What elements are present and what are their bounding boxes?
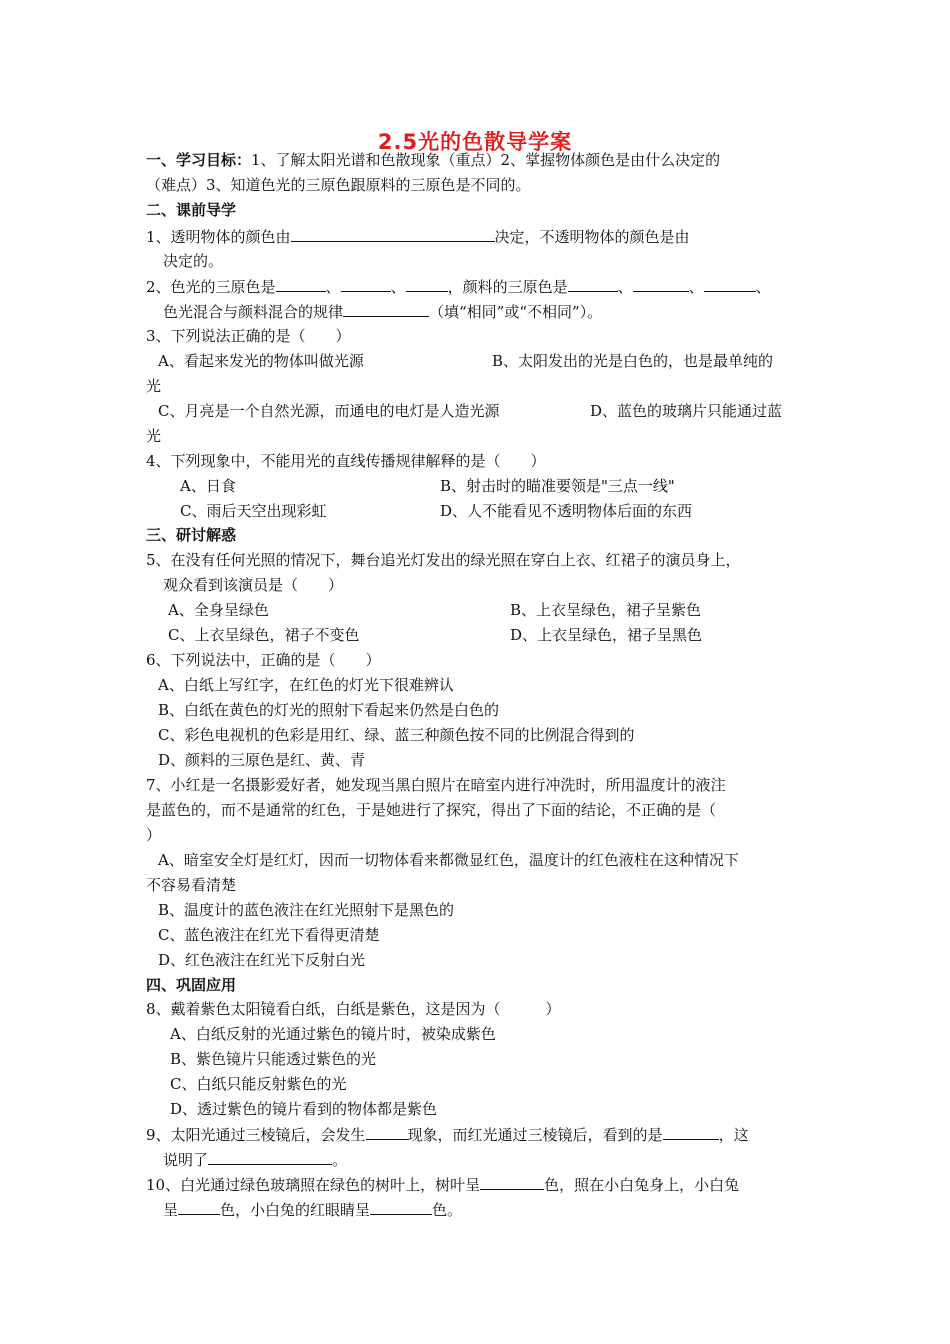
question-5-option-b: B、上衣呈绿色，裙子呈紫色 bbox=[510, 601, 702, 619]
question-2-text-d: （填“相同”或“不相同”）。 bbox=[429, 303, 603, 321]
question-10-text-b: 色，照在小白兔身上，小白兔 bbox=[544, 1176, 740, 1194]
question-1-text-a: 1、透明物体的颜色由 bbox=[146, 228, 291, 246]
question-8-option-a: A、白纸反射的光通过紫色的镜片时，被染成紫色 bbox=[170, 1025, 496, 1043]
separator: 、 bbox=[617, 278, 633, 296]
question-9-text-b: 现象，而红光通过三棱镜后，看到的是 bbox=[407, 1126, 663, 1144]
question-7-option-b: B、温度计的蓝色液注在红光照射下是黑色的 bbox=[158, 901, 455, 919]
question-4-option-d: D、人不能看见不透明物体后面的东西 bbox=[440, 502, 693, 520]
question-3-option-d-cont: 光 bbox=[146, 427, 162, 445]
question-9-line-2 bbox=[163, 1149, 347, 1170]
question-3-stem: 3、下列说法正确的是（ ） bbox=[146, 327, 351, 345]
question-9-text-a: 9、太阳光通过三棱镜后，会发生 bbox=[146, 1126, 366, 1144]
question-6-option-d: D、颜料的三原色是红、黄、青 bbox=[158, 751, 366, 769]
answer-blank[interactable] bbox=[406, 276, 448, 292]
question-7-stem-2: 是蓝色的，而不是通常的红色，于是她进行了探究，得出了下面的结论，不正确的是（ bbox=[146, 801, 717, 819]
question-8-option-d: D、透过紫色的镜片看到的物体都是紫色 bbox=[170, 1100, 438, 1118]
question-6-option-b: B、白纸在黄色的灯光的照射下看起来仍然是白色的 bbox=[158, 701, 500, 719]
question-5-option-c: C、上衣呈绿色，裙子不变色 bbox=[168, 626, 360, 644]
question-10-text-c: 呈 bbox=[163, 1201, 179, 1219]
question-6-stem: 6、下列说法中，正确的是（ ） bbox=[146, 651, 381, 669]
separator: 、 bbox=[688, 278, 704, 296]
question-6-option-c: C、彩色电视机的色彩是用红、绿、蓝三种颜色按不同的比例混合得到的 bbox=[158, 726, 635, 744]
answer-blank[interactable] bbox=[370, 1199, 432, 1215]
question-7-option-a-cont: 不容易看清楚 bbox=[146, 876, 237, 894]
separator: 、 bbox=[325, 278, 341, 296]
question-4-option-a: A、日食 bbox=[180, 477, 236, 495]
question-7-option-d: D、红色液注在红光下反射白光 bbox=[158, 951, 366, 969]
question-1-line-1 bbox=[146, 226, 690, 247]
question-9-text-e: 。 bbox=[332, 1151, 348, 1169]
question-4-option-c: C、雨后天空出现彩虹 bbox=[180, 502, 327, 520]
question-10-text-e: 色。 bbox=[432, 1201, 463, 1219]
question-3-option-b-cont: 光 bbox=[146, 377, 162, 395]
answer-blank[interactable] bbox=[366, 1124, 408, 1140]
question-9-text-c: ，这 bbox=[718, 1126, 749, 1144]
question-3-option-d: D、蓝色的玻璃片只能通过蓝 bbox=[590, 402, 783, 420]
question-4-stem: 4、下列现象中，不能用光的直线传播规律解释的是（ ） bbox=[146, 452, 546, 470]
separator: 、 bbox=[755, 278, 771, 296]
question-10-text-d: 色，小白兔的红眼睛呈 bbox=[220, 1201, 371, 1219]
question-8-option-c: C、白纸只能反射紫色的光 bbox=[170, 1075, 347, 1093]
question-1-line-2: 决定的。 bbox=[163, 252, 224, 270]
question-2-line-1 bbox=[146, 276, 771, 297]
objectives-line-2: （难点）3、知道色光的三原色跟原料的三原色是不同的。 bbox=[146, 176, 531, 194]
question-7-stem-3: ） bbox=[146, 826, 162, 844]
answer-blank[interactable] bbox=[663, 1124, 719, 1140]
answer-blank[interactable] bbox=[291, 226, 495, 242]
section-heading-preview: 二、课前导学 bbox=[146, 201, 237, 219]
question-5-option-d: D、上衣呈绿色，裙子呈黑色 bbox=[510, 626, 703, 644]
question-7-stem-1: 7、小红是一名摄影爱好者，她发现当黑白照片在暗室内进行冲洗时，所用温度计的液注 bbox=[146, 776, 726, 794]
question-9-line-1 bbox=[146, 1124, 749, 1145]
question-7-option-a: A、暗室安全灯是红灯，因而一切物体看来都微显红色，温度计的红色液柱在这种情况下 bbox=[158, 851, 739, 869]
question-3-option-a: A、看起来发光的物体叫做光源 bbox=[158, 352, 364, 370]
objectives-line-1 bbox=[146, 150, 720, 170]
answer-blank[interactable] bbox=[208, 1149, 332, 1165]
page-title: 2.5光的色散导学案 bbox=[377, 130, 573, 154]
question-3-option-b: B、太阳发出的光是白色的，也是最单纯的 bbox=[492, 352, 774, 370]
separator: 、 bbox=[390, 278, 406, 296]
section-heading-discussion: 三、研讨解惑 bbox=[146, 526, 237, 544]
question-9-text-d: 说明了 bbox=[163, 1151, 209, 1169]
question-8-option-b: B、紫色镜片只能透过紫色的光 bbox=[170, 1050, 377, 1068]
answer-blank[interactable] bbox=[341, 276, 391, 292]
question-2-text-b: ，颜料的三原色是 bbox=[447, 278, 568, 296]
question-1-text-b: 决定，不透明物体的颜色是由 bbox=[494, 228, 690, 246]
question-8-stem: 8、戴着紫色太阳镜看白纸，白纸是紫色，这是因为（ ） bbox=[146, 1000, 561, 1018]
answer-blank[interactable] bbox=[704, 276, 756, 292]
question-5-stem-2: 观众看到该演员是（ ） bbox=[163, 576, 344, 594]
answer-blank[interactable] bbox=[633, 276, 689, 292]
question-10-line-1 bbox=[146, 1174, 739, 1195]
question-5-option-a: A、全身呈绿色 bbox=[168, 601, 269, 619]
question-5-stem-1: 5、在没有任何光照的情况下，舞台追光灯发出的绿光照在穿白上衣、红裙子的演员身上， bbox=[146, 551, 741, 569]
question-4-option-b: B、射击时的瞄准要领是"三点一线" bbox=[440, 477, 675, 495]
question-6-option-a: A、白纸上写红字，在红色的灯光下很难辨认 bbox=[158, 676, 454, 694]
question-3-option-c: C、月亮是一个自然光源，而通电的电灯是人造光源 bbox=[158, 402, 500, 420]
question-2-line-2 bbox=[163, 301, 602, 322]
question-10-line-2 bbox=[163, 1199, 462, 1220]
answer-blank[interactable] bbox=[276, 276, 326, 292]
question-7-option-c: C、蓝色液注在红光下看得更清楚 bbox=[158, 926, 380, 944]
section-heading-application: 四、巩固应用 bbox=[146, 976, 237, 994]
answer-blank[interactable] bbox=[568, 276, 618, 292]
objectives-text-1: 1、了解太阳光谱和色散现象（重点）2、掌握物体颜色是由什么决定的 bbox=[251, 151, 721, 169]
question-2-text-a: 2、色光的三原色是 bbox=[146, 278, 276, 296]
answer-blank[interactable] bbox=[343, 301, 429, 317]
section-heading-objectives: 一、学习目标： bbox=[146, 151, 252, 169]
answer-blank[interactable] bbox=[480, 1174, 544, 1190]
answer-blank[interactable] bbox=[178, 1199, 220, 1215]
question-10-text-a: 10、白光通过绿色玻璃照在绿色的树叶上，树叶呈 bbox=[146, 1176, 481, 1194]
question-2-text-c: 色光混合与颜料混合的规律 bbox=[163, 303, 344, 321]
